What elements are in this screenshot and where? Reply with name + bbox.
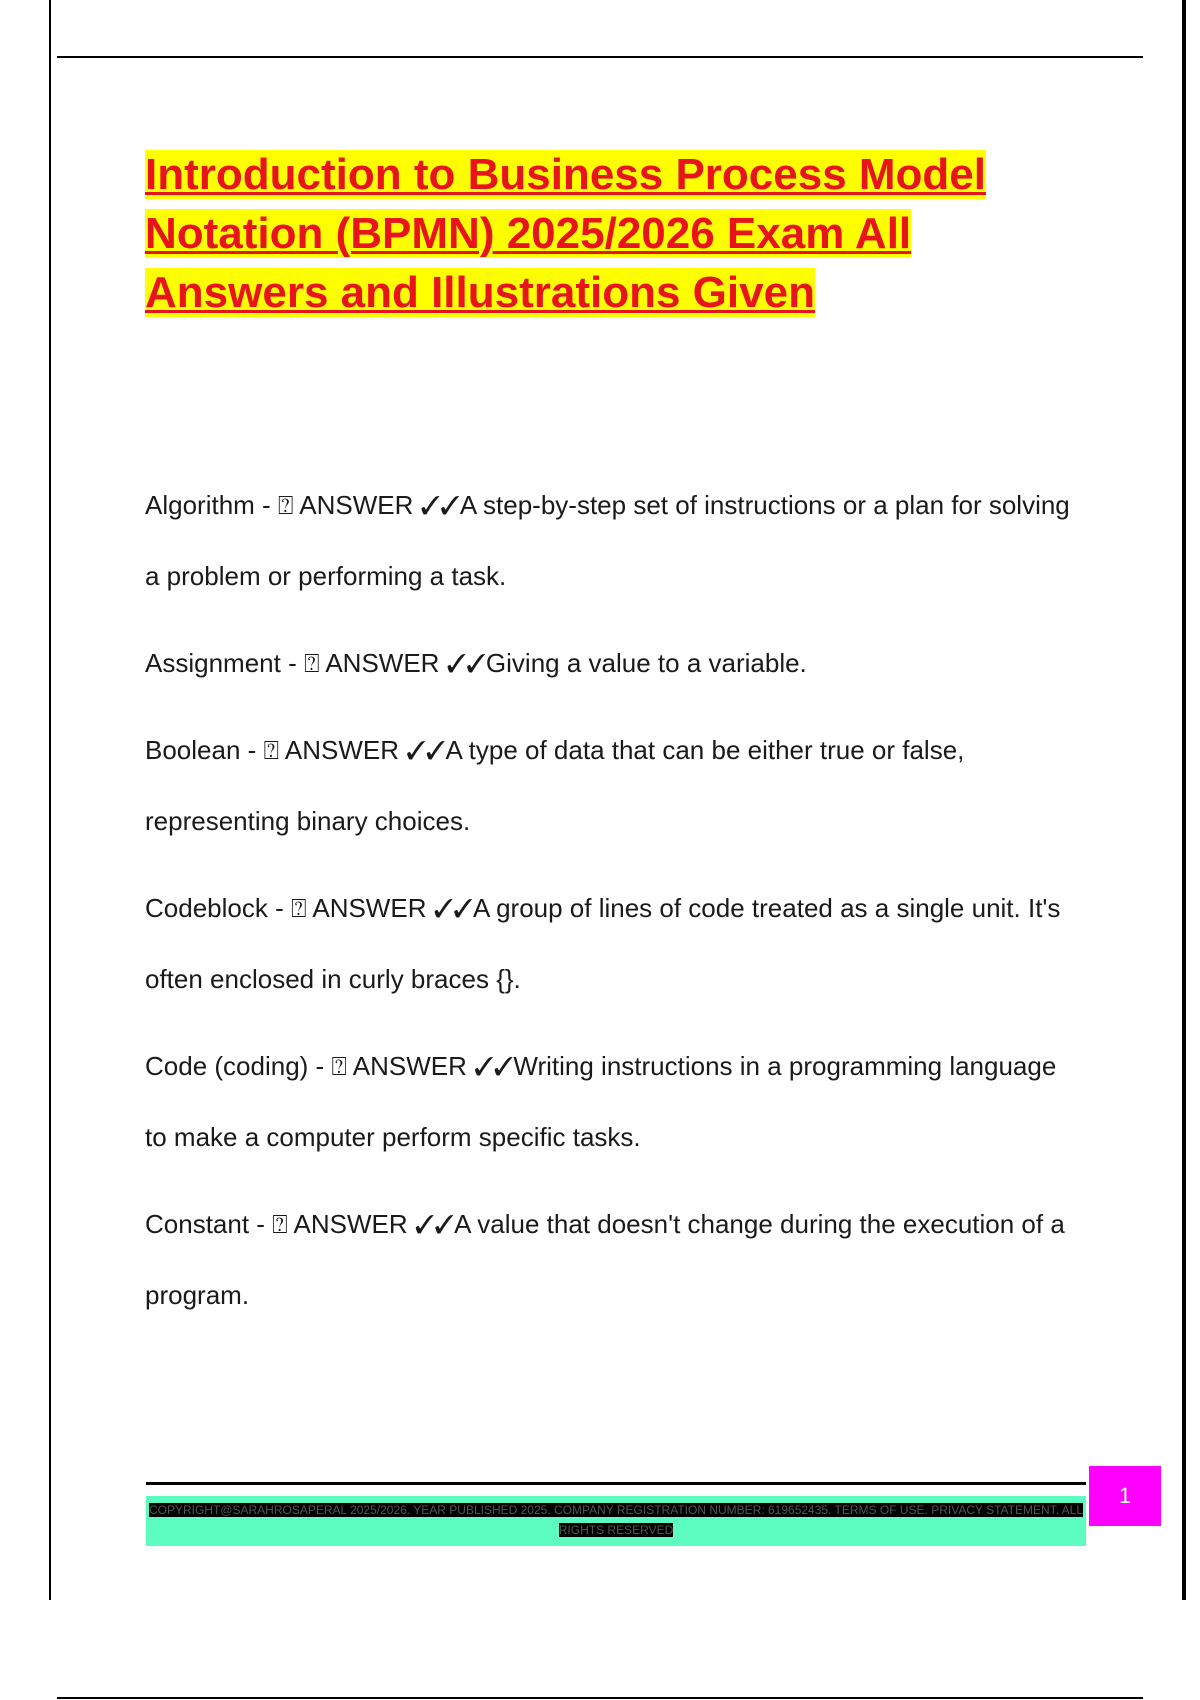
next-page-rule xyxy=(57,1697,1143,1699)
answer-entry-codeblock: Codeblock - ⍰ ANSWER ✓✓A group of lines of code treated as a single unit. It's often enclosed in curly braces {}. xyxy=(145,893,1061,994)
answer-entry-assignment: Assignment - ⍰ ANSWER ✓✓Giving a value to a variable. xyxy=(145,648,807,678)
answer-entry-algorithm: Algorithm - ⍰ ANSWER ✓✓A step-by-step set of instructions or a plan for solving a problem or performing a task. xyxy=(145,490,1070,591)
answer-entry-boolean: Boolean - ⍰ ANSWER ✓✓A type of data that can be either true or false, representing binary choices. xyxy=(145,735,965,836)
answer-entry-constant: Constant - ⍰ ANSWER ✓✓A value that doesn't change during the execution of a program. xyxy=(145,1209,1065,1310)
page-border-right xyxy=(1182,0,1186,1600)
answer-list xyxy=(145,470,1085,1347)
page-border-left xyxy=(49,0,51,1600)
footer-rule xyxy=(146,1482,1086,1485)
footer-copyright-text: COPYRIGHT@SARAHROSAPERAL 2025/2026. YEAR PUBLISHED 2025. COMPANY REGISTRATION NUMBER: 619652435. TERMS OF USE. PRIVACY STATEMENT. ALL RIGHTS RESERVED xyxy=(148,1503,1084,1537)
answer-entry-code: Code (coding) - ⍰ ANSWER ✓✓Writing instructions in a programming language to make a computer perform specific tasks. xyxy=(145,1051,1057,1152)
header-rule xyxy=(57,56,1143,58)
document-title-text: Introduction to Business Process Model Notation (BPMN) 2025/2026 Exam All Answers and Illustrations Given xyxy=(145,150,987,317)
page-number-badge: 1 xyxy=(1089,1466,1161,1526)
footer-copyright xyxy=(146,1496,1086,1546)
document-title xyxy=(145,145,1085,322)
